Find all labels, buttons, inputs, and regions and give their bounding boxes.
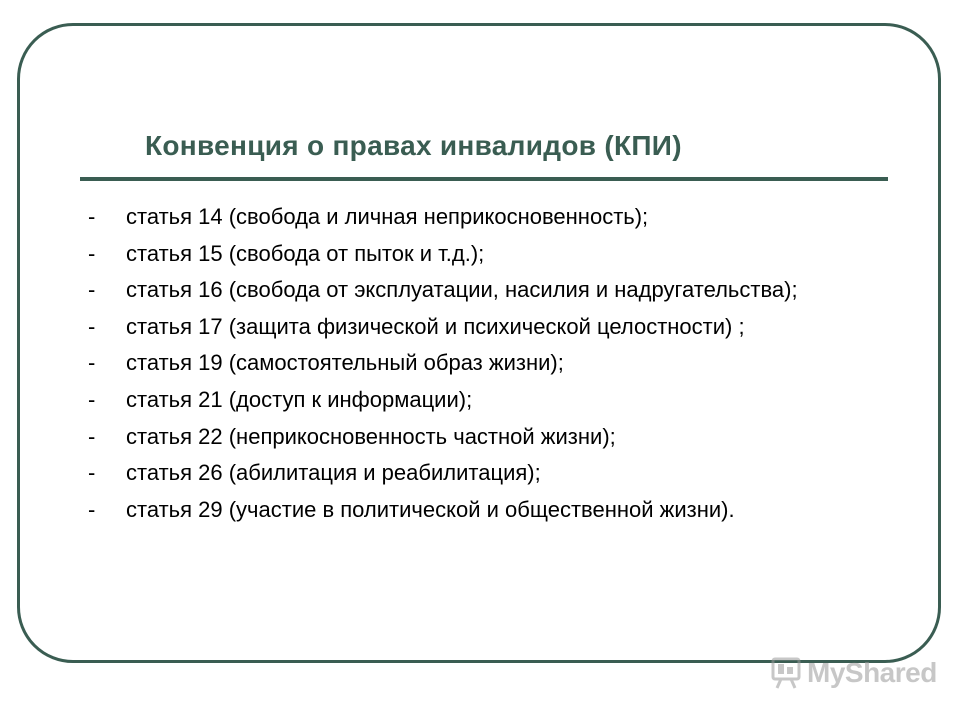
bullet-dash: - (88, 350, 96, 376)
bullet-dash: - (88, 240, 96, 266)
watermark-text: MyShared (807, 657, 937, 688)
bullet-dash: - (88, 460, 96, 486)
article-list (88, 204, 888, 533)
list-item (88, 314, 888, 340)
presentation-board-icon (769, 656, 803, 690)
list-item-text: статья 26 (абилитация и реабилитация); (126, 460, 541, 486)
myshared-watermark (769, 656, 937, 690)
bullet-dash: - (88, 496, 96, 522)
bullet-dash: - (88, 204, 96, 229)
list-item (88, 204, 888, 230)
list-item (88, 424, 888, 450)
slide-title: Конвенция о правах инвалидов (КПИ) (145, 130, 682, 161)
list-item-text: статья 17 (защита физической и психической целостности) ; (126, 313, 745, 339)
list-item (88, 497, 888, 523)
list-item (88, 241, 888, 267)
list-item-text: статья 14 (свобода и личная неприкосновенность); (126, 204, 649, 229)
list-item (88, 350, 888, 376)
list-item (88, 387, 888, 413)
list-item (88, 277, 888, 303)
bullet-dash: - (88, 386, 96, 412)
bullet-dash: - (88, 277, 96, 303)
bullet-dash: - (88, 313, 96, 339)
title-underline (80, 177, 888, 181)
list-item-text: статья 19 (самостоятельный образ жизни); (126, 350, 564, 376)
list-item-text: статья 16 (свобода от эксплуатации, насилия и надругательства); (126, 277, 798, 303)
bullet-dash: - (88, 423, 96, 449)
list-item (88, 460, 888, 486)
list-item-text: статья 22 (неприкосновенность частной жизни); (126, 423, 616, 449)
list-item-text: статья 15 (свобода от пыток и т.д.); (126, 240, 485, 266)
list-item-text: статья 29 (участие в политической и общественной жизни). (126, 496, 735, 522)
list-item-text: статья 21 (доступ к информации); (126, 386, 473, 412)
